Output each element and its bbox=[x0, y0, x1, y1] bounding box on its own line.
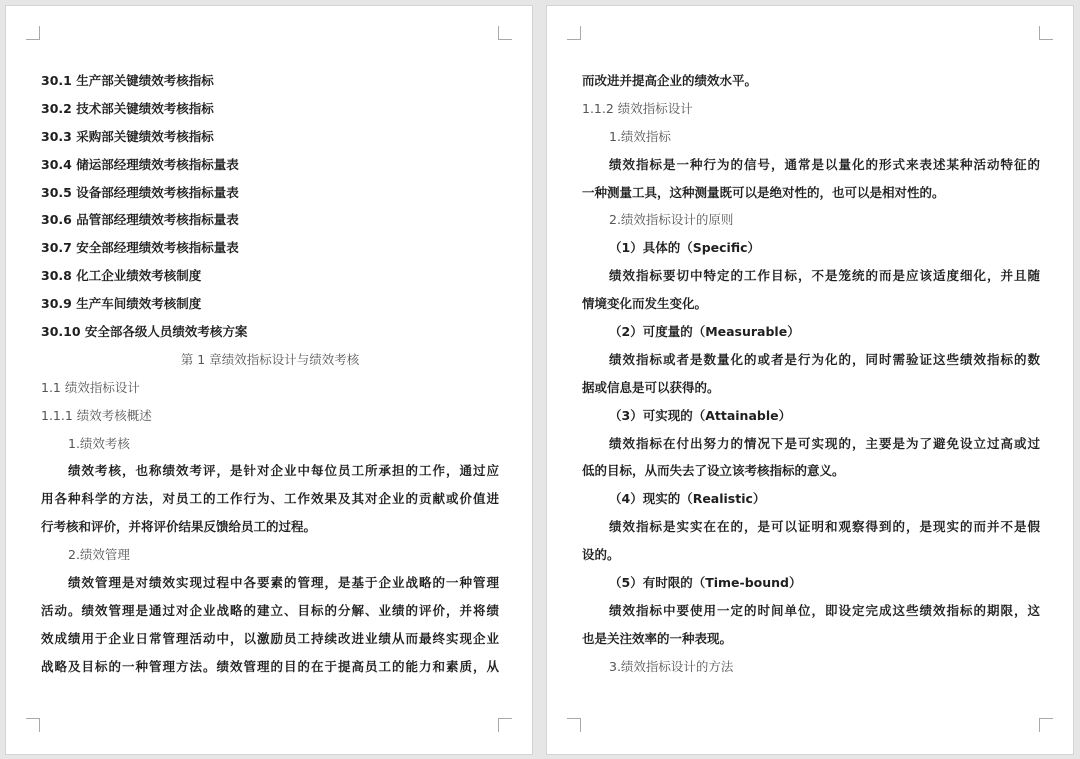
page-text-body-right[interactable] bbox=[582, 67, 1040, 681]
text-line: 效成绩用于企业日常管理活动中，以激励员工持续改进业绩从而最终实现企业 bbox=[41, 630, 499, 646]
text-line: 据或信息是可以获得的。 bbox=[582, 379, 720, 395]
text-line: 1.1 绩效指标设计 bbox=[41, 379, 140, 395]
text-line: 绩效管理是对绩效实现过程中各要素的管理，是基于企业战略的一种管理 bbox=[68, 575, 499, 591]
text-line: 30.9 生产车间绩效考核制度 bbox=[41, 296, 202, 312]
margin-corner-bottom-left bbox=[26, 718, 40, 732]
text-line: 30.2 技术部关键绩效考核指标 bbox=[41, 100, 214, 116]
text-line: 30.7 安全部经理绩效考核指标量表 bbox=[41, 240, 239, 256]
text-line: 1.绩效考核 bbox=[68, 435, 130, 451]
text-line: 情境变化而发生变化。 bbox=[582, 296, 708, 312]
text-line: 30.3 采购部关键绩效考核指标 bbox=[41, 128, 214, 144]
text-line: 30.4 储运部经理绩效考核指标量表 bbox=[41, 156, 239, 172]
text-line: 2.绩效指标设计的原则 bbox=[609, 212, 734, 228]
text-line: 30.1 生产部关键绩效考核指标 bbox=[41, 73, 214, 88]
text-line: 30.5 设备部经理绩效考核指标量表 bbox=[41, 184, 239, 200]
text-line: 低的目标，从而失去了设立该考核指标的意义。 bbox=[582, 463, 845, 479]
text-line: （3）可实现的（Attainable） bbox=[609, 407, 792, 423]
text-line: 绩效指标中要使用一定的时间单位，即设定完成这些绩效指标的期限，这 bbox=[609, 602, 1040, 618]
text-line: 3.绩效指标设计的方法 bbox=[609, 658, 734, 674]
text-line: 设的。 bbox=[582, 547, 620, 563]
text-line: 1.1.1 绩效考核概述 bbox=[41, 407, 152, 423]
text-line: （4）现实的（Realistic） bbox=[609, 491, 766, 507]
text-line: 绩效指标要切中特定的工作目标，不是笼统的而是应该适度细化，并且随 bbox=[609, 268, 1040, 284]
text-line: 绩效指标或者是数量化的或者是行为化的，同时需验证这些绩效指标的数 bbox=[609, 351, 1040, 367]
margin-corner-top-left bbox=[26, 26, 40, 40]
text-line: 绩效考核，也称绩效考评，是针对企业中每位员工所承担的工作，通过应 bbox=[68, 463, 499, 479]
text-line: 1.绩效指标 bbox=[609, 128, 671, 144]
text-line: 用各种科学的方法，对员工的工作行为、工作效果及其对企业的贡献或价值进 bbox=[41, 491, 499, 507]
document-page-right bbox=[546, 5, 1074, 755]
text-line: 30.10 安全部各级人员绩效考核方案 bbox=[41, 324, 248, 340]
margin-corner-bottom-right bbox=[1039, 718, 1053, 732]
text-line: 2.绩效管理 bbox=[68, 547, 130, 563]
text-line: 30.6 品管部经理绩效考核指标量表 bbox=[41, 212, 239, 228]
document-page-left bbox=[5, 5, 533, 755]
margin-corner-top-right bbox=[498, 26, 512, 40]
text-line: 第 1 章绩效指标设计与绩效考核 bbox=[180, 351, 360, 367]
margin-corner-top-left bbox=[567, 26, 581, 40]
text-line: 一种测量工具，这种测量既可以是绝对性的，也可以是相对性的。 bbox=[582, 184, 945, 200]
text-line: 绩效指标是一种行为的信号，通常是以量化的形式来表述某种活动特征的 bbox=[609, 156, 1040, 172]
text-line: （5）有时限的（Time-bound） bbox=[609, 575, 802, 591]
text-line: 30.8 化工企业绩效考核制度 bbox=[41, 268, 202, 284]
text-line: 活动。绩效管理是通过对企业战略的建立、目标的分解、业绩的评价，并将绩 bbox=[41, 602, 499, 618]
margin-corner-top-right bbox=[1039, 26, 1053, 40]
page-text-body-left[interactable] bbox=[41, 67, 499, 681]
text-line: 1.1.2 绩效指标设计 bbox=[582, 100, 693, 116]
text-line: 绩效指标是实实在在的，是可以证明和观察得到的，是现实的而并不是假 bbox=[609, 519, 1040, 535]
text-line: 战略及目标的一种管理方法。绩效管理的目的在于提高员工的能力和素质，从 bbox=[41, 658, 499, 674]
text-line: 行考核和评价，并将评价结果反馈给员工的过程。 bbox=[41, 519, 317, 535]
text-line: 绩效指标在付出努力的情况下是可实现的，主要是为了避免设立过高或过 bbox=[609, 435, 1040, 451]
margin-corner-bottom-left bbox=[567, 718, 581, 732]
text-line: （2）可度量的（Measurable） bbox=[609, 324, 800, 340]
text-line: 而改进并提高企业的绩效水平。 bbox=[582, 73, 758, 88]
text-line: 也是关注效率的一种表现。 bbox=[582, 630, 733, 646]
text-line: （1）具体的（Specific） bbox=[609, 240, 760, 256]
margin-corner-bottom-right bbox=[498, 718, 512, 732]
